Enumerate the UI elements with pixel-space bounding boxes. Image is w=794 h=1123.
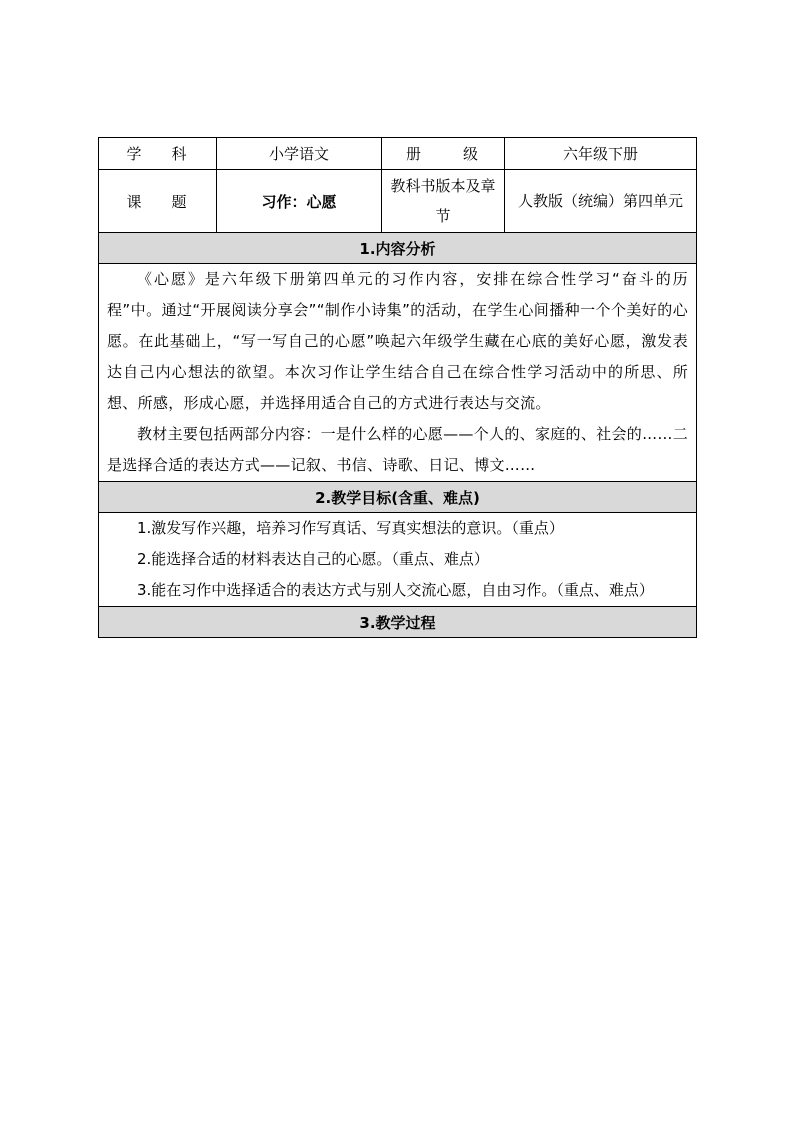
grade-label: 册 级 xyxy=(382,138,505,170)
row-goals-header xyxy=(99,482,697,513)
analysis-paragraph: 教材主要包括两部分内容：一是什么样的心愿——个人的、家庭的、社会的……二是选择合适的表达方式——记叙、书信、诗歌、日记、博文…… xyxy=(107,425,688,474)
analysis-content xyxy=(99,264,697,482)
goals-section-title: 2.教学目标(含重、难点) xyxy=(99,482,697,513)
lesson-label: 课 题 xyxy=(99,170,217,233)
row-analysis-header xyxy=(99,233,697,264)
goal-item: 1.激发写作兴趣，培养习作写真话、写真实想法的意识。（重点） xyxy=(137,519,564,537)
goals-content xyxy=(99,513,697,607)
edition-label: 教科书版本及章节 xyxy=(382,170,505,233)
grade-value: 六年级下册 xyxy=(505,138,697,170)
analysis-paragraph: 《心愿》是六年级下册第四单元的习作内容，安排在综合性学习“奋斗的历程”中。通过“开展阅读分享会”“制作小诗集”的活动，在学生心间播种一个个美好的心愿。在此基础上，“写一写自己的心愿”唤起六年级学生藏在心底的美好心愿，激发表达自己内心想法的欲望。本次习作让学生结合自己在综合性学习活动中的所思、所想、所感，形成心愿，并选择用适合自己的方式进行表达与交流。 xyxy=(107,270,688,412)
subject-label: 学 科 xyxy=(99,138,217,170)
row-process-header xyxy=(99,607,697,638)
row-goals-content xyxy=(99,513,697,607)
edition-value: 人教版（统编）第四单元 xyxy=(505,170,697,233)
row-subject xyxy=(99,138,697,170)
goal-item: 2.能选择合适的材料表达自己的心愿。（重点、难点） xyxy=(137,550,489,568)
goal-item: 3.能在习作中选择适合的表达方式与别人交流心愿，自由习作。（重点、难点） xyxy=(137,581,654,599)
analysis-section-title: 1.内容分析 xyxy=(99,233,697,264)
subject-value: 小学语文 xyxy=(217,138,382,170)
process-section-title: 3.教学过程 xyxy=(99,607,697,638)
row-analysis-content xyxy=(99,264,697,482)
lesson-plan-table xyxy=(98,137,697,638)
row-lesson xyxy=(99,170,697,233)
lesson-title: 习作：心愿 xyxy=(217,170,382,233)
